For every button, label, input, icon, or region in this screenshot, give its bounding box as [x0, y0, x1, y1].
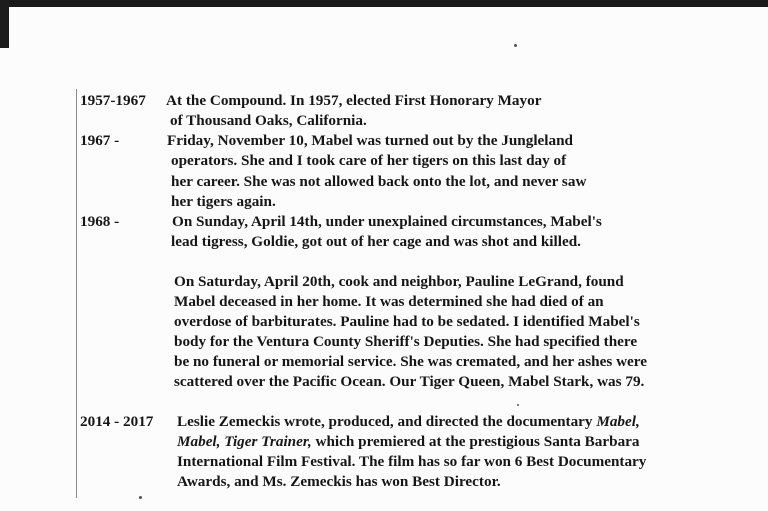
entry-text-plain: which premiered at the prestigious Santa Barbara — [311, 433, 640, 450]
entry-text-line: On Sunday, April 14th, under unexplained circumstances, Mabel's — [172, 213, 602, 230]
entry-text-line: her career. She was not allowed back onto the lot, and never saw — [171, 173, 587, 190]
scan-speck — [517, 404, 519, 406]
entry-text-line: operators. She and I took care of her tigers on this last day of — [171, 152, 567, 169]
entry-text-plain: Leslie Zemeckis wrote, produced, and directed the documentary — [177, 413, 597, 430]
entry-text-line: Mabel deceased in her home. It was determined she had died of an — [174, 293, 604, 310]
entry-text-line: Friday, November 10, Mabel was turned out by the Jungleland — [167, 132, 574, 149]
scan-top-edge — [0, 0, 768, 7]
entry-text-line — [177, 412, 640, 433]
entry-text-line: her tigers again. — [171, 193, 276, 210]
entry-text-line: be no funeral or memorial service. She was cremated, and her ashes were — [174, 353, 647, 370]
entry-text-line — [177, 432, 640, 453]
entry-text-line: Awards, and Ms. Zemeckis has won Best Director. — [177, 473, 501, 490]
entry-text-line: At the Compound. In 1957, elected First Honorary Mayor — [166, 92, 542, 109]
film-title-italic: Mabel, — [596, 413, 640, 430]
entry-text-line: On Saturday, April 20th, cook and neighbor, Pauline LeGrand, found — [174, 273, 624, 290]
entry-text-line: lead tigress, Goldie, got out of her cage and was shot and killed. — [171, 233, 581, 250]
scan-speck — [139, 496, 142, 499]
film-title-italic: Mabel, Tiger Trainer, — [177, 433, 312, 450]
entry-year: 1967 - — [80, 132, 120, 149]
entry-text-line: body for the Ventura County Sheriff's Deputies. She had specified there — [174, 333, 638, 350]
entry-year: 2014 - 2017 — [80, 413, 154, 430]
scan-left-edge — [0, 0, 9, 48]
entry-year: 1957-1967 — [80, 92, 146, 109]
scan-speck — [514, 44, 517, 47]
entry-text-line: scattered over the Pacific Ocean. Our Tiger Queen, Mabel Stark, was 79. — [174, 373, 645, 390]
entry-text-line: of Thousand Oaks, California. — [170, 112, 367, 129]
entry-text-line: overdose of barbiturates. Pauline had to be sedated. I identified Mabel's — [174, 313, 640, 330]
entry-year: 1968 - — [80, 213, 120, 230]
entry-text-line: International Film Festival. The film has so far won 6 Best Documentary — [177, 453, 647, 470]
margin-line — [76, 89, 77, 498]
